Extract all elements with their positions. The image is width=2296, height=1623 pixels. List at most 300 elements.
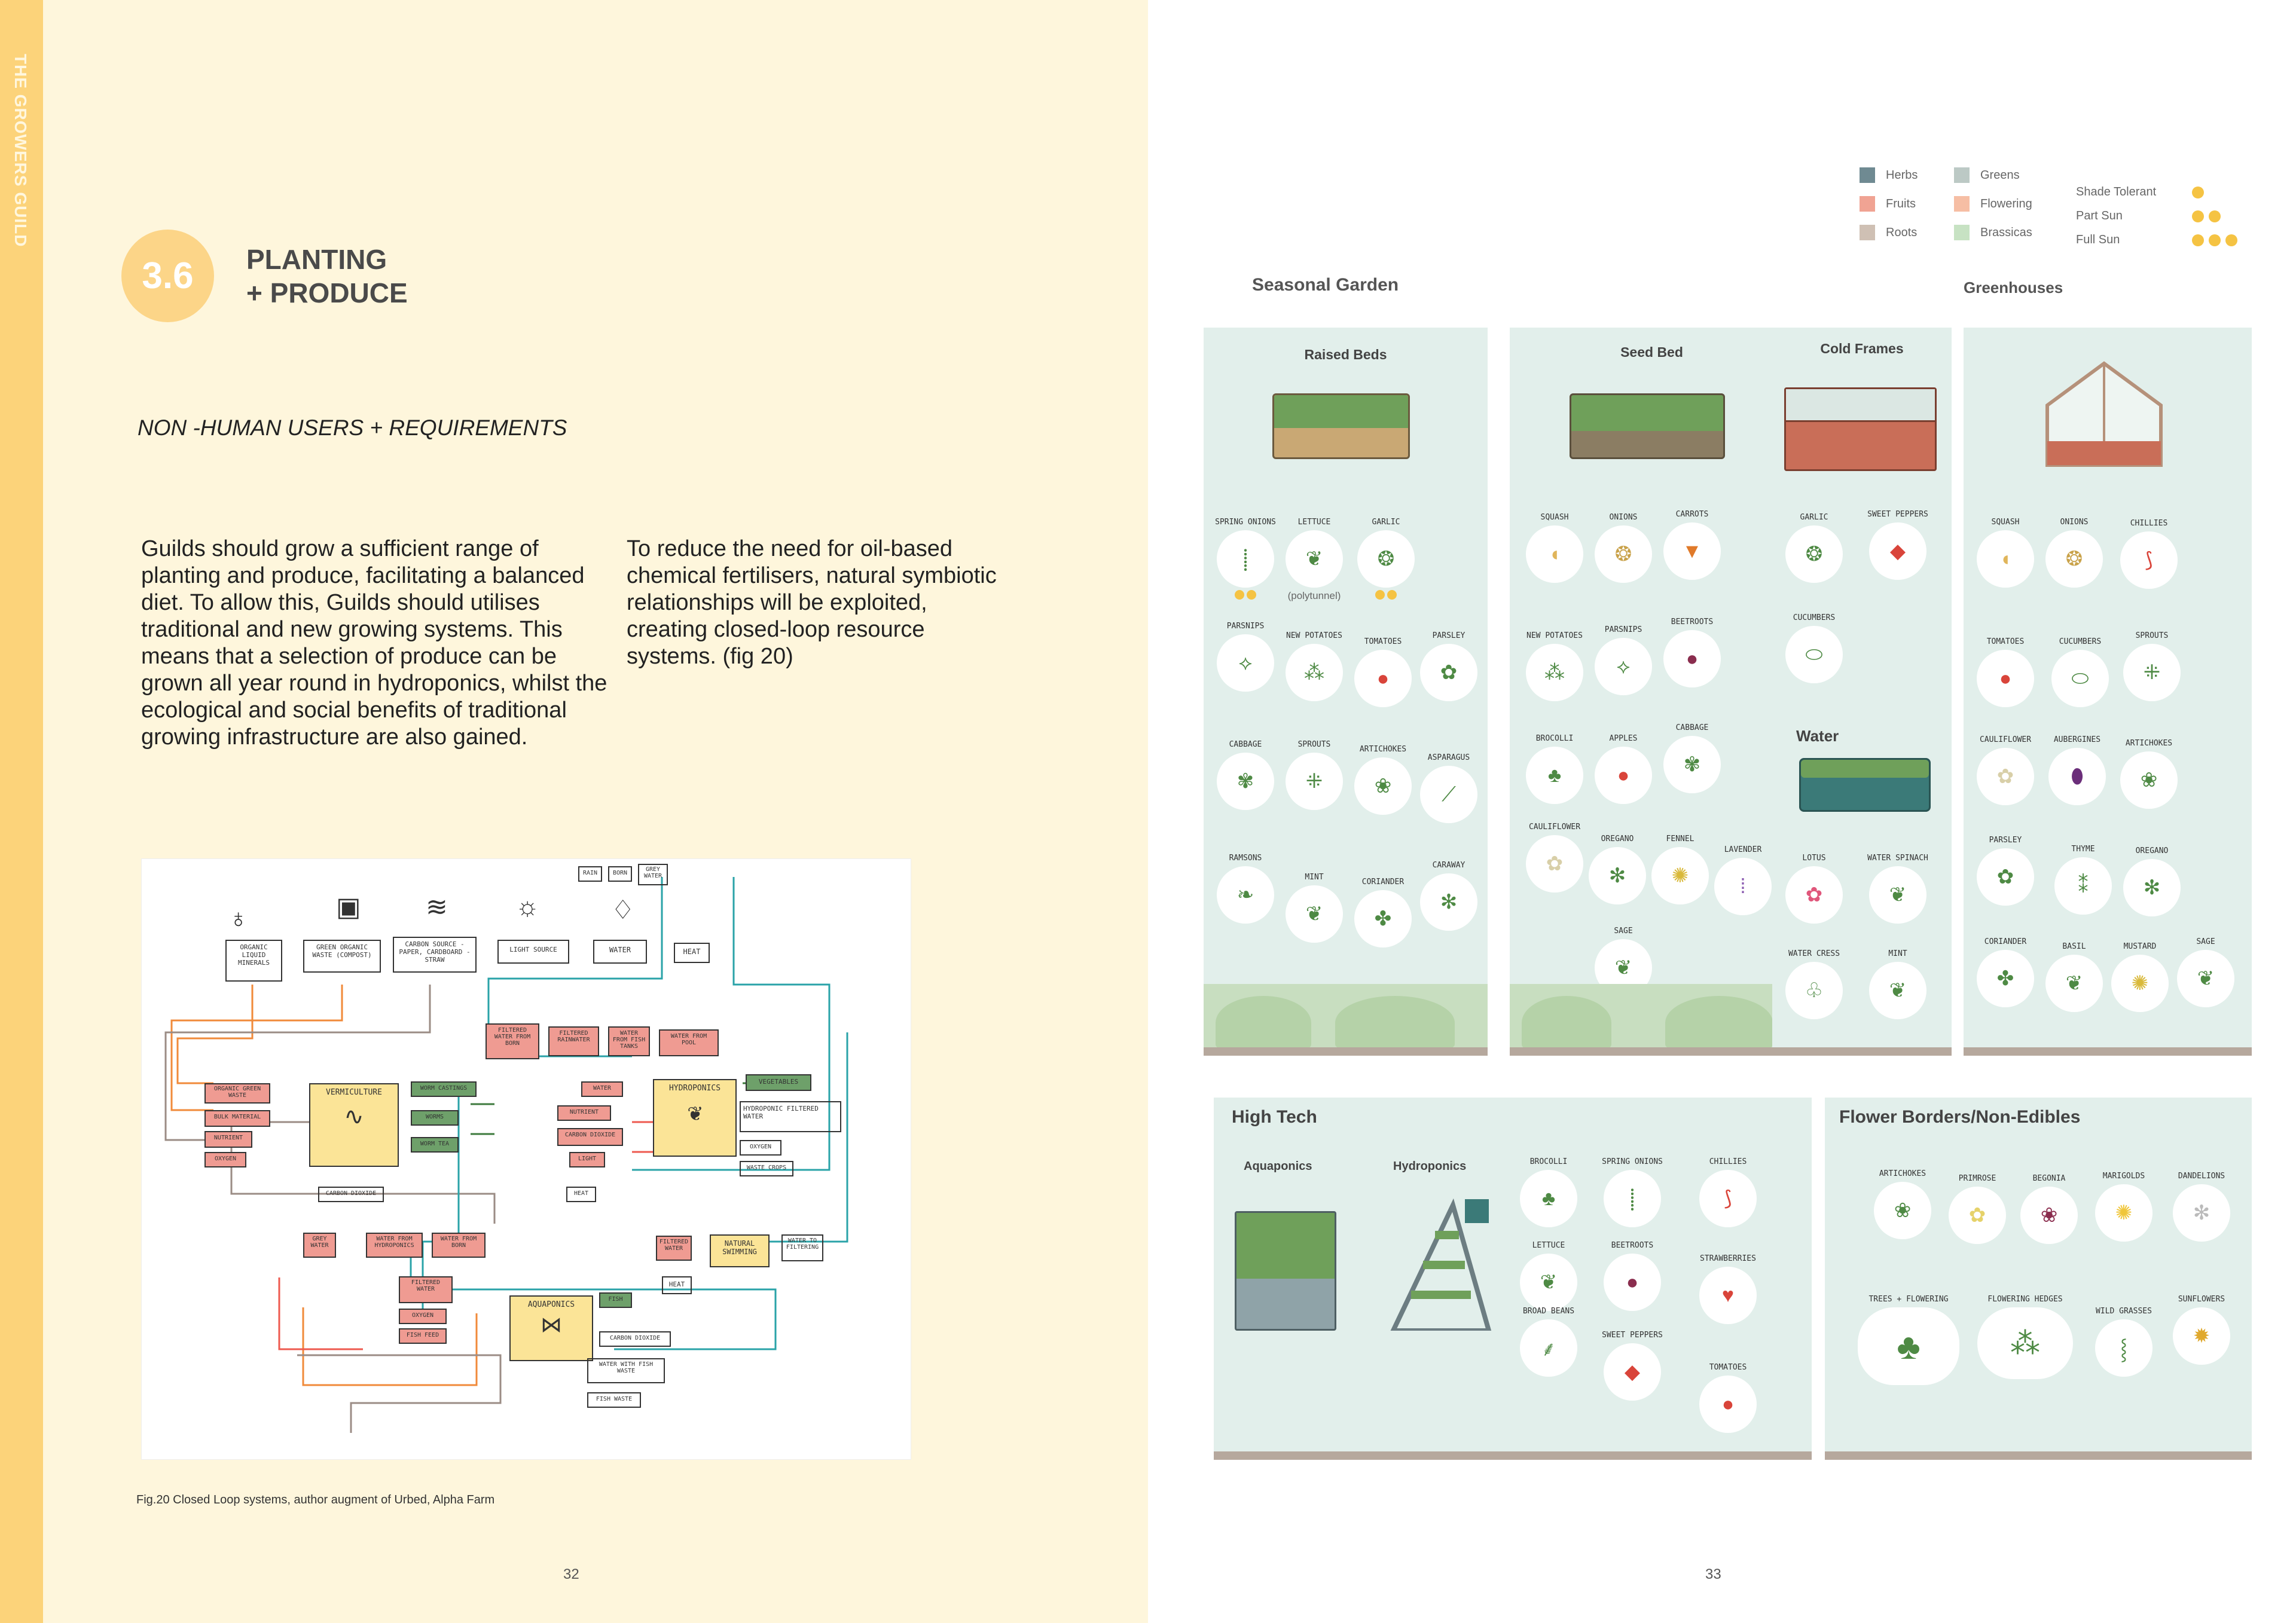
plant-primrose	[1941, 1174, 2013, 1246]
plant-parsnips-2	[1587, 625, 1659, 698]
section-number-badge: 3.6	[121, 230, 214, 322]
sprouts-icon: ⁜	[2123, 644, 2181, 701]
seed-bed-illustration	[1570, 393, 1725, 459]
plant-label: MINT	[1888, 949, 1907, 958]
soil-strip	[1204, 1047, 1488, 1056]
aquaponics-illustration	[1235, 1211, 1336, 1331]
hydroponics-label: HYDROPONICS	[668, 1084, 721, 1093]
plant-brocolli-ht	[1513, 1157, 1584, 1230]
hydro-output-vegetables: VEGETABLES	[746, 1074, 811, 1091]
panel-high-tech	[1214, 1098, 1812, 1460]
basil-icon: ❦	[2045, 955, 2103, 1012]
parsley-icon: ✿	[1977, 848, 2034, 906]
cucumber-icon: ⬭	[2051, 650, 2109, 707]
plant-squash	[1519, 513, 1590, 585]
source-carbon: CARBON SOURCE -PAPER, CARDBOARD -STRAW	[393, 937, 477, 973]
potato-icon: ⁂	[1286, 644, 1343, 701]
vermi-input-oxygen: OXYGEN	[204, 1152, 246, 1167]
plant-label: CABBAGE	[1675, 723, 1709, 732]
artichoke-icon: ❀	[1354, 757, 1412, 815]
sun-dot	[2192, 234, 2204, 246]
lettuce-icon: ❦	[1286, 530, 1343, 588]
apple-icon: ●	[1595, 747, 1652, 804]
heat-box: HEAT	[662, 1276, 692, 1294]
plant-label: ARTICHOKES	[1359, 745, 1407, 754]
spine-strip	[0, 0, 43, 1623]
hydroponics-illustration	[1381, 1193, 1495, 1331]
mint-icon: ❦	[1286, 885, 1343, 943]
right-page	[1148, 0, 2296, 1623]
sprouts-icon: ⁜	[1286, 753, 1343, 810]
broccoli-icon: ♣	[1520, 1170, 1577, 1227]
plant-label: CUCUMBERS	[1793, 613, 1836, 622]
fruits-swatch	[1860, 196, 1875, 212]
legend-part-sun-label: Part Sun	[2076, 209, 2123, 222]
filtered-born: FILTERED WATER FROM BORN	[486, 1023, 539, 1059]
plant-label: FLOWERING HEDGES	[1987, 1295, 2063, 1304]
plant-label: ARTICHOKES	[2125, 739, 2173, 748]
hydro-input-co2: CARBON DIOXIDE	[557, 1128, 623, 1146]
swim-output-filtering: WATER TO FILTERING	[781, 1234, 823, 1261]
source-heat: HEAT	[674, 943, 710, 963]
plant-label: PARSLEY	[1432, 631, 1465, 640]
plant-carrots	[1656, 510, 1728, 582]
plant-label: FENNEL	[1666, 835, 1694, 843]
broccoli-icon: ♣	[1526, 747, 1583, 804]
aquaponics-greens	[1236, 1213, 1335, 1279]
plant-label: NEW POTATOES	[1286, 631, 1342, 640]
plant-label: BASIL	[2062, 942, 2086, 951]
squash-icon: ◖	[1526, 525, 1583, 583]
tomato-icon: ●	[1354, 650, 1412, 707]
sage-icon: ❦	[1595, 939, 1652, 997]
soil-strip	[1510, 1047, 1794, 1056]
plant-sweet-peppers-ht	[1596, 1331, 1668, 1403]
plant-label: SPRING ONIONS	[1215, 518, 1276, 527]
artichoke-icon: ❀	[2120, 751, 2178, 809]
sunflower-icon: ✹	[2173, 1307, 2230, 1365]
plant-broad-beans-ht	[1513, 1307, 1584, 1379]
paragraph-right: To reduce the need for oil-based chemical fertilisers, natural symbiotic relationships will be exploited, creating closed-loop resource systems. (fig 20)	[627, 536, 997, 669]
plant-label: ONIONS	[2060, 518, 2089, 527]
plant-label: LETTUCE	[1532, 1241, 1565, 1250]
carbon-dioxide-box: CARBON DIOXIDE	[318, 1187, 384, 1202]
coriander-icon: ✤	[1354, 890, 1412, 947]
plant-label: MUSTARD	[2123, 942, 2157, 951]
legend-roots-label: Roots	[1886, 225, 1918, 239]
lettuce-icon: ❦	[1520, 1254, 1577, 1311]
onion-icon: ❂	[2045, 530, 2103, 588]
soil-strip	[1825, 1451, 2252, 1460]
plant-label: ASPARAGUS	[1427, 753, 1470, 762]
plant-wild-grasses	[2088, 1307, 2160, 1379]
plant-label: LAVENDER	[1724, 845, 1762, 854]
pool-input-grey-water: GREY WATER	[303, 1233, 336, 1258]
plant-water-cress	[1778, 949, 1850, 1022]
hydro-output-waste-crops: WASTE CROPS	[740, 1161, 793, 1176]
fennel-icon: ✺	[1651, 847, 1709, 904]
closed-loop-diagram	[141, 858, 911, 1460]
plant-parsley	[1413, 631, 1485, 704]
aqua-output-fish-water: WATER WITH FISH WASTE	[587, 1358, 665, 1383]
seed-bed-title: Seed Bed	[1620, 344, 1683, 360]
legend	[1860, 167, 2242, 251]
plant-label: CABBAGE	[1229, 740, 1262, 749]
ground	[1204, 984, 1488, 1056]
hydroponics-rack	[1381, 1193, 1495, 1331]
plant-label: BROAD BEANS	[1522, 1307, 1575, 1316]
source-water: WATER	[593, 940, 647, 964]
natural-swimming-box: NATURAL SWIMMING	[710, 1234, 770, 1267]
plant-label: THYME	[2071, 845, 2095, 854]
plant-onions	[1587, 513, 1659, 585]
plant-lavender	[1707, 845, 1779, 918]
vermiculture-box	[309, 1083, 399, 1167]
lotus-icon: ✿	[1785, 866, 1843, 924]
hedge-icon: ⁂	[1977, 1307, 2073, 1379]
plant-beetroots	[1656, 618, 1728, 690]
group-seasonal-garden: Seasonal Garden	[1252, 275, 1399, 295]
garlic-icon: ❂	[1785, 525, 1843, 583]
caraway-icon: ✻	[1420, 873, 1477, 931]
herbs-swatch	[1860, 167, 1875, 183]
legend-greens-label: Greens	[1980, 168, 2020, 182]
plant-label: CAULIFLOWER	[1979, 735, 2032, 744]
pool-input-hydro-water: WATER FROM HYDROPONICS	[366, 1233, 423, 1258]
plant-oregano-gh	[2116, 846, 2188, 919]
plant-asparagus	[1413, 753, 1485, 826]
water-title: Water	[1796, 727, 1839, 745]
sun-dot	[1235, 590, 1244, 600]
raised-beds-title: Raised Beds	[1304, 347, 1387, 362]
plant-label: CUCUMBERS	[2059, 637, 2102, 646]
plant-artichokes	[1347, 745, 1419, 817]
plant-label: CHILLIES	[1709, 1157, 1747, 1166]
squash-icon: ◖	[1977, 530, 2034, 588]
plant-label: PARSNIPS	[1226, 622, 1265, 631]
legend-full-sun-label: Full Sun	[2076, 233, 2120, 246]
hydroponics-box	[653, 1079, 737, 1157]
high-tech-title: High Tech	[1232, 1107, 1317, 1127]
legend-part-sun	[2076, 209, 2249, 223]
plant-label: WATER CRESS	[1788, 949, 1840, 958]
ramsons-icon: ❧	[1217, 866, 1274, 924]
mint-icon: ❦	[1869, 962, 1926, 1019]
cauliflower-icon: ✿	[1977, 748, 2034, 805]
legend-shade-label: Shade Tolerant	[2076, 185, 2157, 198]
hydro-output-oxygen: OXYGEN	[740, 1140, 781, 1156]
cabbage-icon: ✾	[1217, 753, 1274, 810]
potato-icon: ⁂	[1526, 644, 1583, 701]
plant-dandelions	[2166, 1172, 2237, 1244]
plant-cucumbers-cf	[1778, 613, 1850, 686]
plant-label: PARSNIPS	[1604, 625, 1642, 634]
plant-label: SPROUTS	[1297, 740, 1331, 749]
panel-cold-frames	[1772, 328, 1952, 1056]
watercress-icon: ♧	[1785, 962, 1843, 1019]
vermi-output-castings: WORM CASTINGS	[411, 1081, 477, 1097]
beetroot-icon: ●	[1663, 630, 1721, 687]
input-rain: RAIN	[578, 866, 602, 882]
plant-trees-flowering	[1849, 1295, 1968, 1387]
tree-icon: ♣	[1858, 1307, 1959, 1385]
plant-label: AUBERGINES	[2053, 735, 2101, 744]
plant-lettuce-ht	[1513, 1241, 1584, 1313]
shade-dots	[2192, 187, 2204, 198]
plant-label: RAMSONS	[1229, 854, 1262, 863]
onion-icon: ❂	[1595, 525, 1652, 583]
beetroot-icon: ●	[1604, 1254, 1661, 1311]
plant-onions-gh	[2038, 518, 2110, 590]
plant-sweet-peppers-cf	[1862, 510, 1934, 582]
subheading: NON -HUMAN USERS + REQUIREMENTS	[138, 415, 567, 440]
plant-label: BEGONIA	[2032, 1174, 2066, 1183]
plant-label: ARTICHOKES	[1879, 1169, 1926, 1178]
hydroponics-label: Hydroponics	[1393, 1160, 1467, 1173]
chilli-icon: ⟆	[2120, 531, 2178, 589]
legend-herbs	[1860, 167, 1918, 183]
plant-label: BROCOLLI	[1535, 734, 1574, 743]
plant-new-potatoes	[1278, 631, 1350, 704]
plant-label: MARIGOLDS	[2102, 1172, 2145, 1181]
carrot-icon: ▼	[1663, 522, 1721, 580]
sun-dot	[2209, 210, 2221, 222]
bush	[1522, 996, 1611, 1050]
mustard-icon: ✺	[2111, 955, 2169, 1012]
parsnip-icon: ⟡	[1217, 634, 1274, 692]
plant-artichokes-gh	[2113, 739, 2185, 811]
plant-label: NEW POTATOES	[1526, 631, 1583, 640]
plant-label: TOMATOES	[1364, 637, 1402, 646]
plant-label: GARLIC	[1372, 518, 1400, 527]
plant-tomatoes	[1347, 637, 1419, 710]
sun-icon: ☼	[515, 892, 540, 921]
plant-beetroots-ht	[1596, 1241, 1668, 1313]
cucumber-icon: ⬭	[1785, 626, 1843, 683]
primrose-icon: ✿	[1949, 1187, 2006, 1244]
plant-label: MINT	[1305, 873, 1324, 882]
plant-label: LOTUS	[1802, 854, 1826, 863]
aqua-input-fish-feed: FISH FEED	[399, 1328, 447, 1344]
panel-seed-bed	[1510, 328, 1794, 1056]
vermi-input-bulk: BULK MATERIAL	[204, 1110, 270, 1127]
plant-spring-onions	[1210, 518, 1281, 600]
pepper-icon: ◆	[1869, 522, 1926, 580]
plant-label: SWEET PEPPERS	[1602, 1331, 1663, 1340]
vermiculture-label: VERMICULTURE	[326, 1088, 382, 1097]
water-drop-icon: ♢	[611, 895, 635, 925]
plant-label: SPROUTS	[2135, 631, 2169, 640]
plant-label: PRIMROSE	[1958, 1174, 1996, 1183]
plant-label: CARAWAY	[1432, 861, 1465, 870]
legend-flowering-label: Flowering	[1980, 197, 2032, 210]
plant-label: SWEET PEPPERS	[1867, 510, 1928, 519]
sun-dot	[2225, 234, 2237, 246]
coriander-icon: ✤	[1977, 950, 2034, 1007]
sun-dot	[1387, 590, 1397, 600]
bush	[1665, 996, 1773, 1050]
plant-label: CAULIFLOWER	[1528, 823, 1581, 832]
page-number-right: 33	[1705, 1566, 1721, 1582]
part-sun-dots	[2192, 210, 2221, 222]
greenhouse-frame	[2035, 352, 2173, 471]
hydro-input-water: WATER	[581, 1081, 623, 1097]
artichoke-icon: ❀	[1874, 1182, 1931, 1239]
spine-label: THE GROWERS GUILD	[11, 54, 30, 247]
plant-strawberries-ht	[1692, 1254, 1764, 1326]
plant-chillies-gh	[2113, 519, 2185, 591]
spring-onion-icon: ⸽	[1217, 530, 1274, 588]
aquaponics-box	[509, 1295, 593, 1361]
greens-swatch	[1954, 167, 1970, 183]
plant-cabbage-2	[1656, 723, 1728, 796]
plant-label: WATER SPINACH	[1867, 854, 1928, 863]
aqua-output-co2: CARBON DIOXIDE	[599, 1331, 671, 1347]
plant-label: TOMATOES	[1709, 1363, 1747, 1372]
thyme-icon: ⁑	[2054, 857, 2112, 915]
aquaponics-label: Aquaponics	[1244, 1160, 1312, 1173]
polytunnel-note: (polytunnel)	[1287, 590, 1341, 601]
legend-brassicas-label: Brassicas	[1980, 225, 2032, 239]
water-pond-illustration	[1799, 758, 1931, 812]
plant-caraway	[1413, 861, 1485, 933]
plant-fennel	[1644, 835, 1716, 907]
plant-sprouts	[1278, 740, 1350, 812]
oregano-icon: ✻	[2123, 859, 2181, 916]
plant-label: BEETROOTS	[1611, 1241, 1654, 1250]
aqua-input-oxygen: OXYGEN	[399, 1309, 447, 1324]
hydro-output-filtered-water: HYDROPONIC FILTERED WATER	[740, 1101, 841, 1132]
sun-dot	[1375, 590, 1385, 600]
plant-parsnips	[1210, 622, 1281, 694]
soil-strip	[1214, 1451, 1812, 1460]
legend-full-sun	[2076, 233, 2249, 247]
plant-sun-dots	[1210, 590, 1281, 600]
plant-aubergines-gh	[2041, 735, 2113, 808]
vermi-output-worms: WORMS	[411, 1110, 459, 1126]
plant-flowering-hedges	[1968, 1295, 2082, 1381]
plant-tomatoes-ht	[1692, 1363, 1764, 1435]
soil-strip	[1772, 1047, 1952, 1056]
plant-label: LETTUCE	[1297, 518, 1331, 527]
filtered-rainwater: FILTERED RAINWATER	[548, 1026, 599, 1056]
aubergine-icon: ⬮	[2048, 748, 2106, 805]
pond-plants	[1801, 760, 1929, 778]
ground	[1510, 984, 1794, 1056]
brassicas-swatch	[1954, 225, 1970, 240]
input-born: BORN	[608, 866, 632, 882]
plant-lettuce	[1278, 518, 1350, 602]
input-grey-water: GREY WATER	[638, 864, 668, 885]
tomato-icon: ●	[1977, 650, 2034, 707]
plant-cucumbers-gh	[2044, 637, 2116, 710]
plant-label: ONIONS	[1609, 513, 1638, 522]
plant-coriander-gh	[1970, 937, 2041, 1010]
bush	[1216, 996, 1311, 1050]
plant-label: CORIANDER	[1361, 878, 1405, 887]
legend-herbs-label: Herbs	[1886, 168, 1918, 182]
plant-sun-dots	[1350, 590, 1422, 600]
plant-label: OREGANO	[2135, 846, 2169, 855]
plant-mustard-gh	[2104, 942, 2176, 1014]
raised-bed-illustration	[1272, 393, 1410, 459]
panel-raised-beds	[1204, 328, 1488, 1056]
sun-dot	[2192, 187, 2204, 198]
filtered-pool: WATER FROM POOL	[659, 1029, 719, 1056]
sun-dot	[2192, 210, 2204, 222]
plant-basil-gh	[2038, 942, 2110, 1014]
filtered-fish-tanks: WATER FROM FISH TANKS	[608, 1026, 650, 1056]
sage-icon: ❦	[2177, 950, 2234, 1007]
beans-icon: ⸙	[1520, 1319, 1577, 1377]
plant-label: DANDELIONS	[2178, 1172, 2225, 1181]
plant-label: SQUASH	[1540, 513, 1569, 522]
legend-shade-tolerant	[2076, 185, 2249, 199]
plant-garlic	[1350, 518, 1422, 600]
cold-frame-glass	[1786, 389, 1935, 422]
plant-begonia	[2013, 1174, 2085, 1246]
cabbage-icon: ✾	[1663, 736, 1721, 793]
vermi-input-green-waste: ORGANIC GREEN WASTE	[204, 1083, 270, 1104]
plant-cauliflower	[1519, 823, 1590, 895]
sun-dot	[2209, 234, 2221, 246]
bush	[1335, 996, 1455, 1050]
parsnip-icon: ⟡	[1595, 638, 1652, 695]
plant-water-spinach	[1862, 854, 1934, 926]
legend-roots	[1860, 225, 1917, 240]
flower-borders-title: Flower Borders/Non-Edibles	[1839, 1107, 2081, 1127]
pool-input-born-water: WATER FROM BORN	[432, 1233, 486, 1258]
dandelion-icon: ✻	[2173, 1184, 2230, 1242]
aqua-input-filtered: FILTERED WATER	[399, 1276, 453, 1303]
tomato-icon: ●	[1699, 1376, 1757, 1433]
grass-icon: ⸾	[2095, 1319, 2152, 1377]
plant-label: SQUASH	[1991, 518, 2020, 527]
fish-icon: ⋈	[541, 1313, 562, 1337]
swim-input-filtered: FILTERED WATER	[656, 1236, 692, 1261]
hydro-input-light: LIGHT	[569, 1152, 605, 1167]
legend-greens	[1954, 167, 2020, 183]
plant-garlic-cf	[1778, 513, 1850, 585]
aqua-output-fish-waste: FISH WASTE	[587, 1392, 641, 1408]
mineral-bottle-icon: ♁	[228, 904, 248, 933]
group-greenhouses: Greenhouses	[1964, 279, 2063, 297]
page-number-left: 32	[563, 1566, 579, 1582]
plant-marigolds	[2088, 1172, 2160, 1244]
marigold-icon: ✺	[2095, 1184, 2152, 1242]
legend-fruits-label: Fruits	[1886, 197, 1916, 210]
raised-bed-greens	[1274, 395, 1408, 428]
sun-dot	[1247, 590, 1256, 600]
plant-label: CORIANDER	[1984, 937, 2027, 946]
plant-apples	[1587, 734, 1659, 806]
plant-squash-gh	[1970, 518, 2041, 590]
plant-label: APPLES	[1609, 734, 1638, 743]
plant-cauliflower-gh	[1970, 735, 2041, 808]
greenhouse-illustration	[2035, 352, 2173, 471]
plant-ramsons	[1210, 854, 1281, 926]
paragraph-left: Guilds should grow a sufficient range of planting and produce, facilitating a balanced diet. To allow this, Guilds should utilises traditional and new growing systems. This means that a selection of produce can be grown all year round in hydroponics, whilst the ecological and social benefits of traditional growing infrastructure are also gained.	[141, 536, 607, 750]
cauliflower-icon: ✿	[1526, 835, 1583, 893]
plant-label: WILD GRASSES	[2096, 1307, 2152, 1316]
plant-label: SUNFLOWERS	[2178, 1295, 2225, 1304]
garlic-icon: ❂	[1357, 530, 1415, 588]
seed-bed-greens	[1571, 395, 1723, 431]
asparagus-icon: ⟋	[1420, 766, 1477, 823]
plant-coriander	[1347, 878, 1419, 950]
plant-thyme-gh	[2047, 845, 2119, 917]
plant-label: OREGANO	[1601, 835, 1634, 843]
